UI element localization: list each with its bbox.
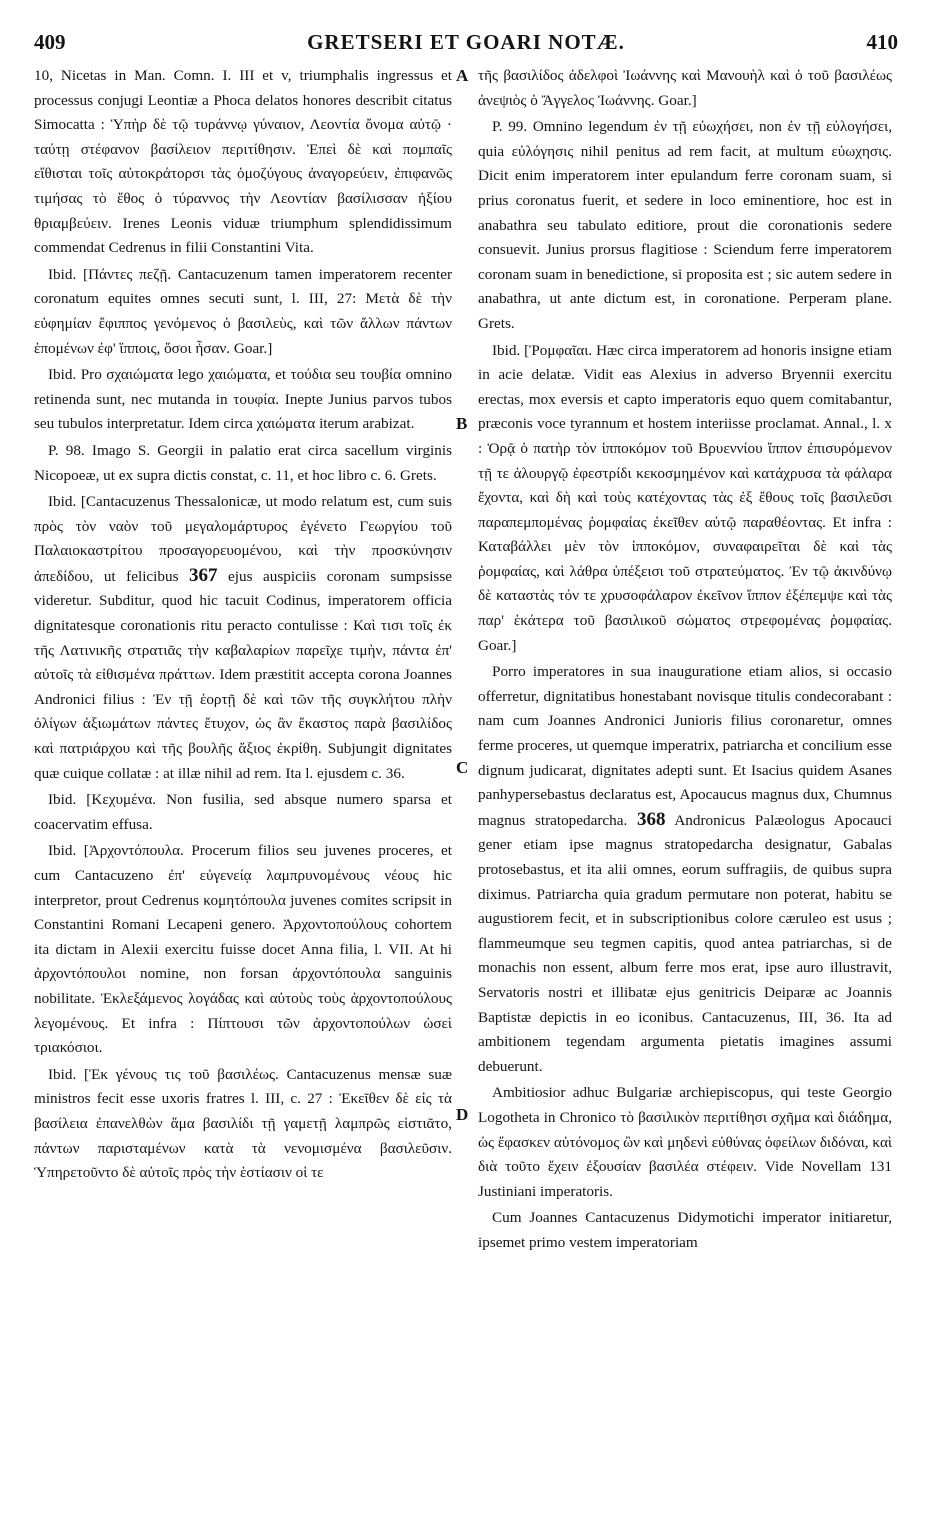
left-note-8: Ibid. [Ἐκ γένους τις τοῦ βασιλέως. Cantacuzenus mensæ suæ ministros fecit esse uxoris fratres l. III, c. 27 : Ἐκεῖθεν δὲ εἰς τὰ βασίλεια ἐπανελθὼν ἅμα βασιλίδι τῇ γαμετῇ λαμπρῶς εἱστιᾶτο, πάντων παρισταμένων κατὰ τὰ νενομισμένα βασιλεῦσιν. Ὑπηρετοῦντο δὲ αὐτοῖς πρὸς τὴν ἑστίασιν οἱ τε: [34, 1065, 452, 1182]
margin-letter-b: B: [456, 414, 468, 433]
margin-letter-c: C: [456, 758, 469, 777]
running-title: GRETSERI ET GOARI NOTÆ.: [307, 30, 625, 54]
left-note-3: Ibid. Pro σχαιώματα lego χαιώματα, et τούδια seu τουβία omnino retinenda sunt, nec mutanda in τουφία. Inepte Junius parvos tubos seu tubulos interpretatur. Idem circa χαιώματα iterum arabizat.: [34, 366, 452, 433]
right-note-2: P. 99. Omnino legendum ἐν τῇ εὐωχήσει, non ἐν τῇ εὐλογήσει, quia εὐλόγησις nihil penitus ad rem facit, at multum εὐωχησις. Dicit enim imperatorem inter epulandum ferre coronam suam, si prius coronatus fuerit, et sedere in loco eminentiore, hoc est in anabathra seu tabulato editiore, prout die coronationis sedere consuevit. Junius prorsus flagitiose : Sciendum ferre imperatorem coronam suam in benedictione, si proposita est ; sic autem sedere in anabathra, ut ante dictum est, in coronatione. Perperam plane. Grets.: [478, 118, 892, 332]
left-note-6: Ibid. [Κεχυμένα. Non fusilia, sed absque numero sparsa et coacervatim effusa.: [34, 791, 452, 833]
margin-letter-a: A: [456, 66, 469, 85]
left-note-5-part-1: Ibid. [Cantacuzenus Thessalonicæ, ut modo relatum est, cum suis πρὸς τὸν ναὸν τοῦ μεγαλομάρτυρος ἐγένετο Γεωργίου τοῦ Παλαιοκαστρίτου προσαγορευομένου, καὶ τὴν προσκύνησιν ἀπεδίδου, ut felicibus: [34, 493, 452, 585]
right-page-number: 410: [866, 30, 898, 54]
right-note-4-part-1: Porro imperatores in sua inauguratione etiam alios, si occasio offerretur, dignitatibus honestabant novisque titulis condecorabant : nam cum Joannes Andronici Junioris filius coronaretur, omnes ferme proceres, ut quemque imperatrix, patriarcha et concilium esse dignum judicarat, dignitates adepti sunt. Et Isacius quidem Asanes panhypersebastus declaratus est, Apocaucus magnus dux, Chumnus magnus stratopedarcha.: [478, 663, 892, 829]
right-note-5: Ambitiosior adhuc Bulgariæ archiepiscopus, qui teste Georgio Logotheta in Chronico τὸ βασιλικὸν περιτίθησι σχῆμα καὶ διάδημα, ὡς ἔφασκεν αὐτόνομος ὢν καὶ μηδενὶ εὐθύνας ὀφείλων διδόναι, καὶ διὰ τοῦτο ἔχειν ἐξουσίαν βασιλέα στέφειν. Vide Novellam 131 Justiniani imperatoris.: [478, 1084, 892, 1200]
left-note-7: Ibid. [Ἀρχοντόπουλα. Procerum filios seu juvenes proceres, et cum Cantacuzeno ἐπ' εὐγενείᾳ λαμπρυνομένους νέους hic interpretor, prout Cedrenus κομητόπουλα juvenes comites scripsit in Constantini Romani Lecapeni genero. Ἀρχοντοπούλους cohortem ita dictam in Alexii exercitu fuisse docet Anna filia, l. VII. At hi ἀρχοντόπουλοι nomine, non forsan ἀρχοντόπουλα sanguinis nobilitate. Ἐκλεξάμενος λογάδας καὶ αὐτοὺς τοὺς ἀρχοντοπούλους λεγομένους. Et infra : Πίπτουσι τῶν ἀρχοντοπούλων ὡσεὶ τριακόσιοι.: [34, 842, 452, 1057]
left-note-5-part-2: ejus auspiciis coronam sumpsisse videretur. Subditur, quod hic tacuit Codinus, imperatorem officia dignitatesque coronationis ritu peracto contulisse : Καὶ τισι τοῖς ἐκ τῆς Λατινικῆς στρατιᾶς τὴν καβαλαρίων παρεῖχε τιμὴν, πάντα ἐπ' αὐτοῖς τὰ εἰθισμένα πράττων. Idem præstitit accepta corona Joannes Andronici filius : Ἐν τῇ ἑορτῇ δὲ καὶ τῶν τῆς συγκλήτου πλὴν ὀλίγων ἀξιωμάτων πάντες ἔτυχον, ὡς ἂν ἕκαστος παρὰ βασιλίδος καὶ πατριάρχου καὶ τῆς βουλῆς ἄξιος ἐκρίθη. Subjungit dignitates quæ cuique collatæ : at illæ nihil ad rem. Ita l. ejusdem c. 36.: [34, 567, 452, 782]
running-header: [34, 30, 898, 56]
left-note-1: 10, Nicetas in Man. Comn. I. III et v, triumphalis ingressus et processus conjugi Leontiæ a Phoca delatos honores describit citatus Simocatta : Ὑπὴρ δὲ τῷ τυράννῳ γύναιον, Λεοντία ὄνομα αὐτῷ · ταύτῃ στέφανον βασίλειον περιτίθησιν. Ἐπεὶ δὲ καὶ πομπαῖς εἴθισται τοῖς αὐτοκράτορσι τὰς ὁμοζύγους ἀναγορεύειν, ἐπιφανῶς τιμήσας τὸ ἔθος ὁ τύραννος τὴν Λεοντίαν βασίλισσαν ἠξίου θριαμβεύειν. Irenes Leonis viduæ triumphum splendidissimum commendat Cedrenus in filii Constantini Vita.: [34, 67, 452, 257]
left-note-2: Ibid. [Πάντες πεζῇ. Cantacuzenum tamen imperatorem recenter coronatum equites omnes secuti sunt, l. III, 27: Μετὰ δὲ τὴν εὐφημίαν ἔφιππος γενόμενος ὁ βασιλεὺς, καὶ τῶν ἄλλων πάντων ἑπομένων ἐφ' ἵπποις, ὅσοι ἦσαν. Goar.]: [34, 265, 452, 357]
right-note-1: τῆς βασιλίδος ἀδελφοὶ Ἰωάννης καὶ Μανουὴλ καὶ ὁ τοῦ βασιλέως ἀνεψιὸς ὁ Ἄγγελος Ἰωάννης. Goar.]: [478, 67, 892, 109]
left-page-number: 409: [34, 30, 66, 54]
right-note-6: Cum Joannes Cantacuzenus Didymotichi imperator initiaretur, ipsemet primo vestem imperatoriam: [478, 1209, 892, 1251]
right-note-4-part-2: Andronicus Palæologus Apocauci gener etiam ipse magnus stratopedarcha designatur, Gabalas protosebastus, et ita alii omnes, eorum suffragiis, de quibus supra diximus. Patriarcha quia gradum permutare non poterat, habitu se augustiorem fecit, et in subscriptionibus colore cæruleo est usus ; flammeumque seu tegmen capitis, quod antea patriarchas, si de monachis non essent, album ferre mos erat, ipse auro illustravit, Servatoris nostri et illibatæ ejus genitricis Deiparæ ac Joannis Baptistæ depictis in eo iconibus. Cantacuzenus, III, 36. Ita ad ambitionem tegendam argumenta pietatis imagines assumi debuerunt.: [478, 811, 892, 1075]
right-note-4: [478, 660, 892, 1079]
left-column: [34, 64, 452, 1186]
page-marker-367: 367: [189, 564, 218, 586]
left-note-4: P. 98. Imago S. Georgii in palatio erat circa sacellum virginis Nicopoeæ, ut ex supra dictis constat, c. 11, et hoc libro c. 6. Grets.: [34, 441, 452, 484]
right-note-3: Ibid. [Ῥομφαῖαι. Hæc circa imperatorem ad honoris insigne etiam in acie delatæ. Vidit eas Alexius in adverso Bryennii exercitu erectas, mox eversis et capto imperatoris equo quem comitabantur, præconis voce tyrannum et hostem interiisse proclamat. Annal., l. x : Ὁρᾷ ὁ πατὴρ τὸν ἱπποκόμον τοῦ Βρυεννίου ἵππον ἐπισυρόμενον τῇ τε ἁλουργῷ ἐφεστρίδι κεκοσμημένον καὶ κατάχρυσα τὰ φάλαρα ἔχοντα, καὶ δὴ καὶ τοὺς κατέχοντας τὰς ἐξ ἔθους τοῖς βασιλεῦσι παραπεμπομένας ῥομφαίας ἐκεῖθεν αὐτῷ παραθέοντας. Et infra : Καταβάλλει μὲν τὸν ἱπποκόμον, συναφαιρεῖται δὲ καὶ τὰς ῥομφαίας, καὶ λάθρα ὑπέξεισι τοῦ στρατεύματος. Ἐν τῷ ἀκινδύνῳ δὲ καταστὰς τόν τε χρυσοφάλαρον ἐκεῖνον ἵππον ἐξέπεμψε καὶ τὰς παρ' ἑκάτερα τοῦ βασιλικοῦ σώματος στρεφομένας ῥομφαίας. Goar.]: [478, 341, 892, 654]
margin-letter-d: D: [456, 1105, 469, 1124]
right-column: [478, 64, 892, 1256]
left-note-5: [34, 490, 452, 786]
page-marker-368: 368: [636, 808, 666, 830]
